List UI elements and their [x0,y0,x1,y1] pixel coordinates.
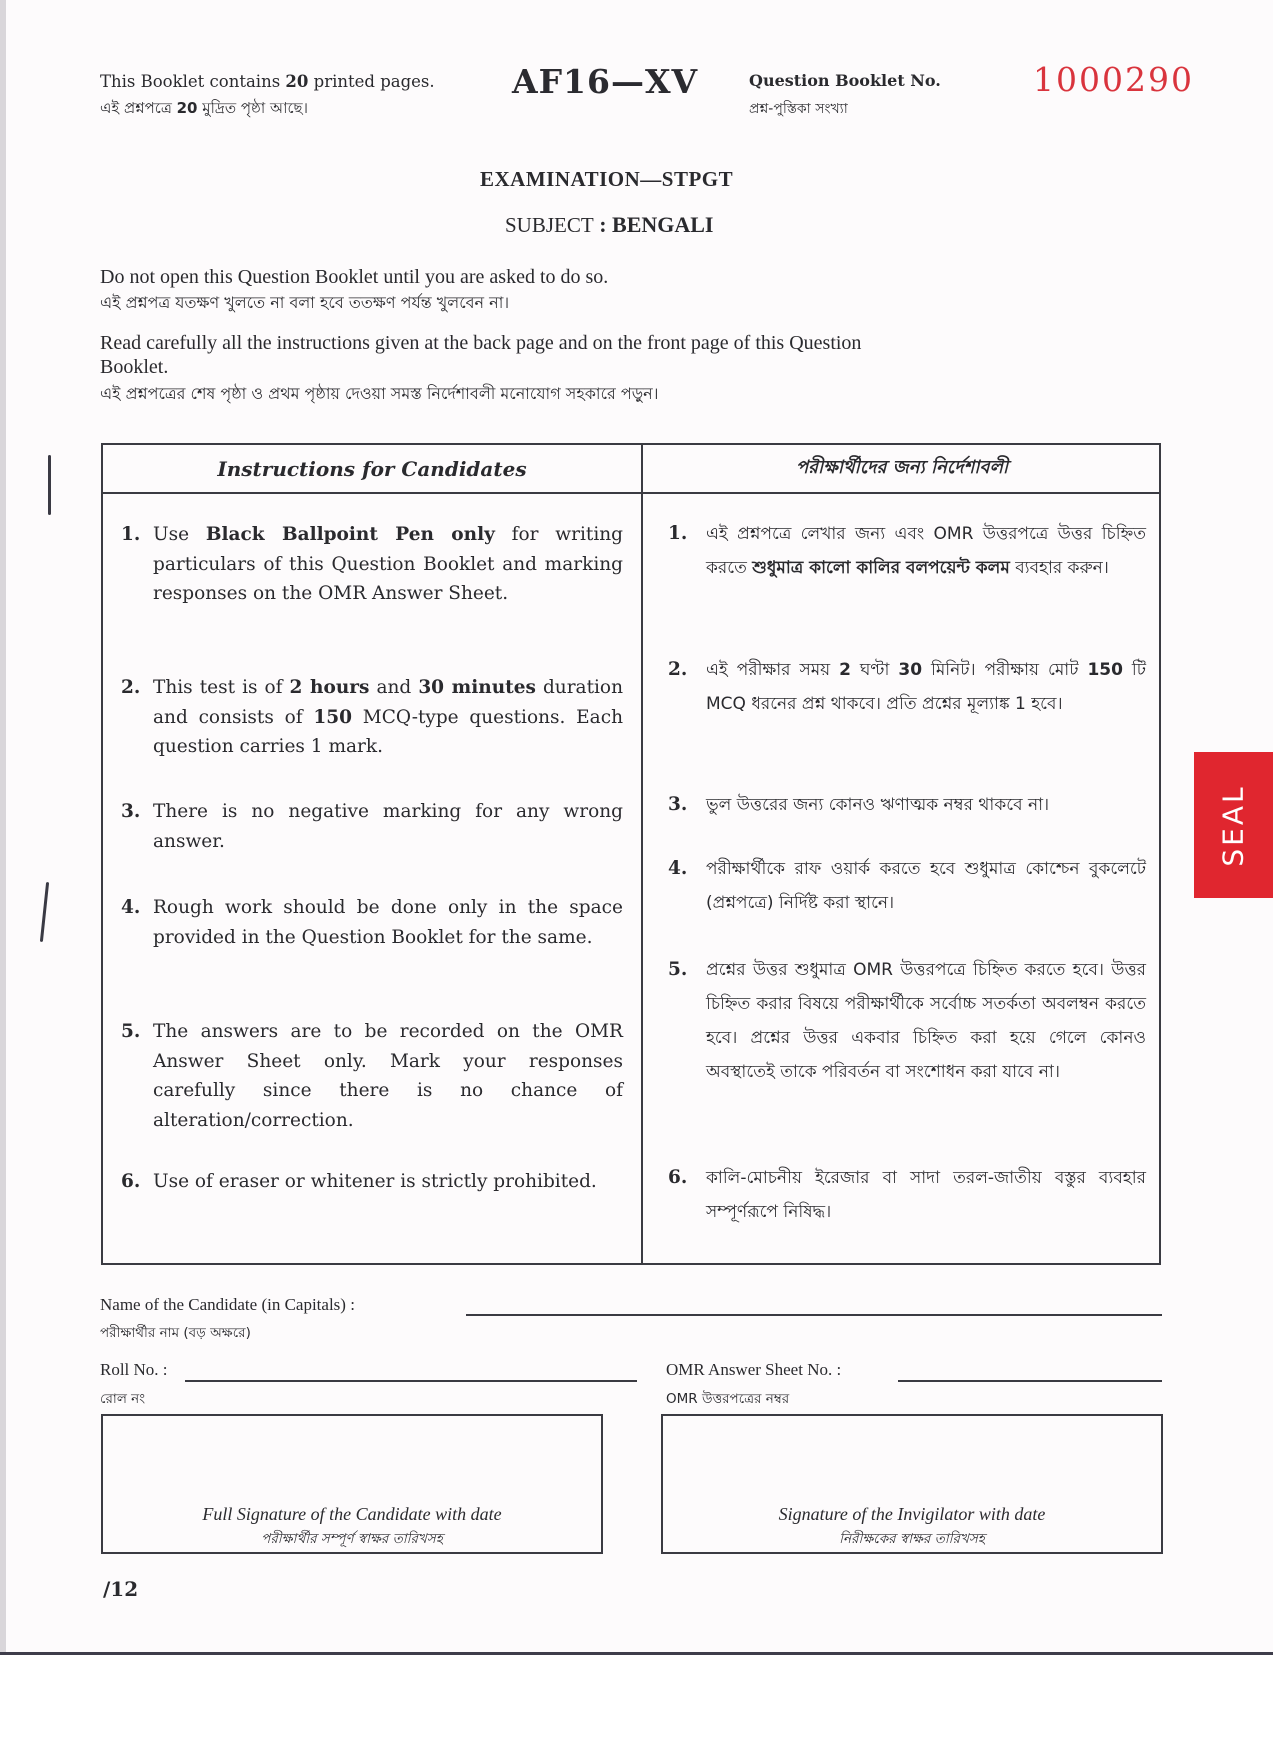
instructions-heading-bn: পরীক্ষার্থীদের জন্য নির্দেশাবলী [795,457,1009,478]
subject-line [505,212,714,238]
item-text: This test is of 2 hours and 30 minutes duration and consists of 150 MCQ-type questions. Each question carries 1 mark. [153,677,623,757]
booklet-no-label-en: Question Booklet No. [749,71,941,90]
instructions-heading-en: Instructions for Candidates [217,456,527,481]
instruction-en-2 [121,673,623,762]
booklet-number: 1000290 [1033,60,1194,99]
instruction-en-4 [121,893,623,952]
item-number: 1. [121,524,141,545]
item-number: 3. [668,794,688,815]
seal-tab[interactable] [1194,752,1273,898]
instruction-en-3 [121,797,623,856]
omr-no-label-en: OMR Answer Sheet No. : [666,1360,842,1379]
instruction-bn-3 [668,788,1146,822]
subject-value: BENGALI [612,212,714,237]
item-number: 3. [121,801,141,822]
roll-no-label-bn: রোল নং [100,1391,146,1407]
roll-no-label-en: Roll No. : [100,1360,168,1379]
pages-count-bn [100,97,308,122]
do-not-open-bn: এই প্রশ্নপত্র যতক্ষণ খুলতে না বলা হবে ততক্ষণ পর্যন্ত খুলবেন না। [100,293,510,312]
instruction-bn-1 [668,517,1146,585]
column-divider [641,445,643,1263]
candidate-name-input[interactable] [466,1314,1162,1316]
pages-suffix: printed pages. [308,72,435,91]
pages-prefix: This Booklet contains [100,72,286,91]
candidate-signature-caption-en: Full Signature of the Candidate with date [202,1504,502,1524]
read-carefully-line-1: Read carefully all the instructions given at the back page and on the front page of this Question [100,332,862,354]
invigilator-signature-caption-bn: নিরীক্ষকের স্বাক্ষর তারিখসহ [839,1531,985,1547]
item-text: এই পরীক্ষার সময় 2 ঘণ্টা 30 মিনিট। পরীক্ষায় মোট 150 টি MCQ ধরনের প্রশ্ন থাকবে। প্রতি প্রশ্নের মূল্যাঙ্ক 1 হবে। [706,660,1147,714]
instruction-en-1 [121,520,623,609]
roll-no-input[interactable] [185,1380,637,1382]
item-number: 2. [668,659,688,680]
instruction-bn-4 [668,852,1146,920]
candidate-signature-caption-bn: পরীক্ষার্থীর সম্পূর্ণ স্বাক্ষর তারিখসহ [261,1531,443,1547]
margin-mark-top [48,455,51,515]
invigilator-signature-box[interactable] [661,1414,1163,1554]
item-text: কালি-মোচনীয় ইরেজার বা সাদা তরল-জাতীয় বস্তুর ব্যবহার সম্পূর্ণরূপে নিষিদ্ধ। [706,1168,1146,1222]
booklet-no-label-bn: প্রশ্ন-পুস্তিকা সংখ্যা [749,101,848,117]
instruction-bn-6 [668,1161,1146,1229]
pages-bn-count: 20 [176,99,198,117]
item-number: 5. [121,1021,141,1042]
item-text: পরীক্ষার্থীকে রাফ ওয়ার্ক করতে হবে শুধুমাত্র কোশ্চেন বুকলেটে (প্রশ্নপত্রে) নির্দিষ্ট করা স্থানে। [706,859,1146,913]
item-number: 5. [668,959,688,980]
subject-separator: : [593,212,613,237]
pages-bn-suffix: মুদ্রিত পৃষ্ঠা আছে। [197,99,308,117]
page-edge-shadow [0,0,6,1652]
read-carefully-bn: এই প্রশ্নপত্রের শেষ পৃষ্ঠা ও প্রথম পৃষ্ঠায় দেওয়া সমস্ত নির্দেশাবলী মনোযোগ সহকারে পড়ুন। [100,384,659,403]
item-number: 4. [121,897,141,918]
pages-bn-prefix: এই প্রশ্নপত্রে [100,99,177,117]
exam-title: EXAMINATION—STPGT [480,167,734,191]
header-divider [103,492,1159,494]
item-text: Use of eraser or whitener is strictly prohibited. [153,1171,597,1192]
invigilator-signature-caption-en: Signature of the Invigilator with date [778,1504,1046,1524]
seal-label: SEAL [1217,783,1250,867]
read-carefully-en [100,331,1165,379]
pages-count-en [100,70,435,94]
instruction-bn-5 [668,953,1146,1089]
subject-label: SUBJECT [505,213,594,237]
booklet-code: AF16—XV [512,62,699,101]
omr-no-label-bn: OMR উত্তরপত্রের নম্বর [666,1391,790,1407]
item-text: Use Black Ballpoint Pen only for writing particulars of this Question Booklet and marking responses on the OMR Answer Sheet. [153,524,623,604]
instructions-table [101,443,1161,1265]
item-number: 4. [668,858,688,879]
item-text: Rough work should be done only in the space provided in the Question Booklet for the same. [153,897,623,948]
do-not-open-en: Do not open this Question Booklet until you are asked to do so. [100,266,609,288]
margin-mark-bottom [40,882,49,942]
item-number: 1. [668,523,688,544]
instruction-en-5 [121,1017,623,1135]
candidate-name-label-bn: পরীক্ষার্থীর নাম (বড় অক্ষরে) [100,1325,251,1341]
item-text: প্রশ্নের উত্তর শুধুমাত্র OMR উত্তরপত্রে চিহ্নিত করতে হবে। উত্তর চিহ্নিত করার বিষয়ে পরীক্ষার্থীকে সর্বোচ্চ সতর্কতা অবলম্বন করতে হবে। প্রশ্নের উত্তর একবার চিহ্নিত করা হয়ে গেলে কোনও অবস্থাতেই তাকে পরিবর্তন বা সংশোধন করা যাবে না। [706,960,1146,1082]
item-text: এই প্রশ্নপত্রে লেখার জন্য এবং OMR উত্তরপত্রে উত্তর চিহ্নিত করতে শুধুমাত্র কালো কালির বলপয়েন্ট কলম ব্যবহার করুন। [706,524,1146,578]
read-carefully-line-2: Booklet. [100,356,169,378]
instruction-bn-2 [668,653,1146,721]
scan-background [0,1655,1273,1755]
instruction-en-6 [121,1167,623,1197]
item-number: 6. [668,1167,688,1188]
omr-no-input[interactable] [898,1380,1162,1382]
candidate-name-label-en: Name of the Candidate (in Capitals) : [100,1295,355,1314]
pages-count: 20 [285,72,309,91]
candidate-signature-box[interactable] [101,1414,603,1554]
item-number: 2. [121,677,141,698]
page-code: /12 [103,1577,139,1601]
item-text: The answers are to be recorded on the OMR Answer Sheet only. Mark your responses carefully since there is no chance of alteration/correction. [153,1021,623,1131]
item-text: There is no negative marking for any wrong answer. [153,801,623,852]
item-text: ভুল উত্তরের জন্য কোনও ঋণাত্মক নম্বর থাকবে না। [706,795,1050,815]
item-number: 6. [121,1171,141,1192]
